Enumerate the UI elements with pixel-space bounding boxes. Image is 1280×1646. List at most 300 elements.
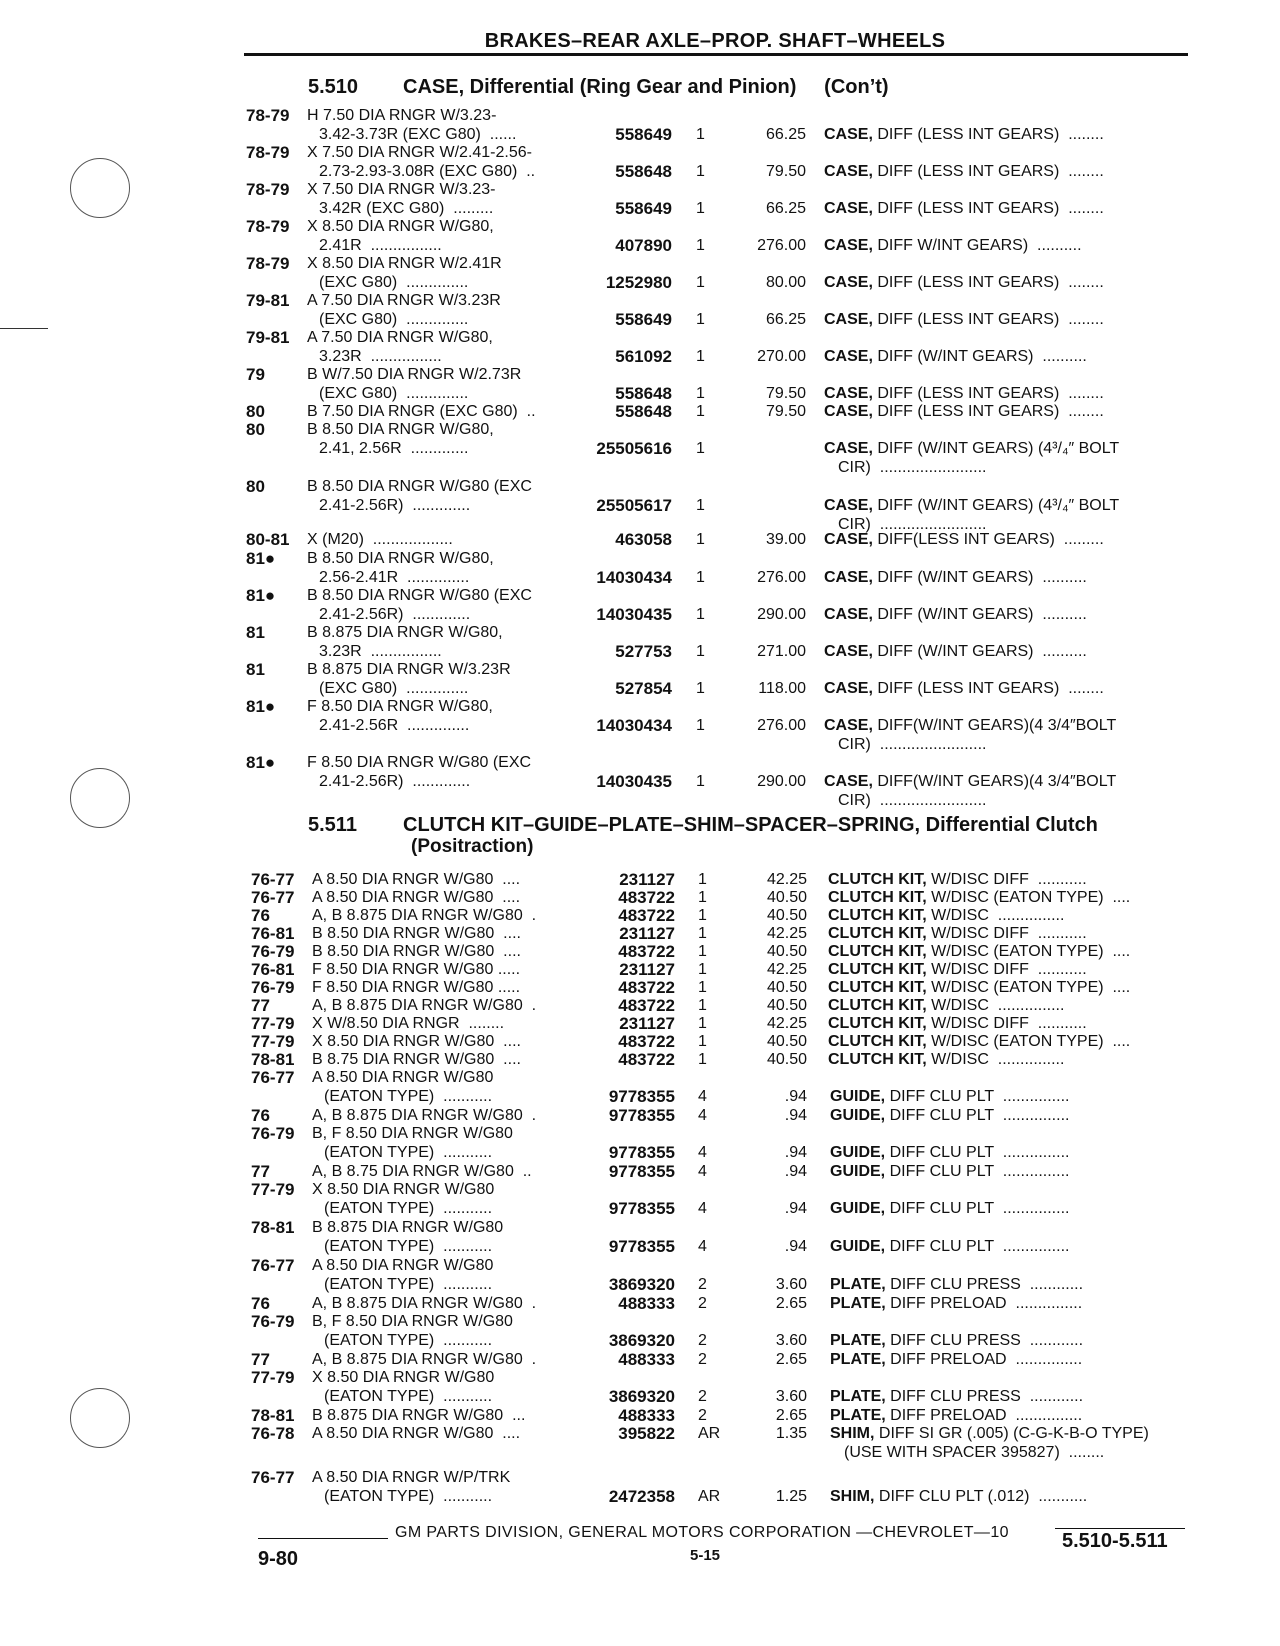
description-line-2: (EATON TYPE) ...........: [324, 1488, 493, 1505]
application-description: [307, 477, 575, 515]
model-year: 76-81: [251, 960, 295, 979]
description-line-1: X 8.50 DIA RNGR W/G80,: [307, 218, 494, 235]
model-year: 78-79: [246, 143, 290, 162]
description-line-2: (EATON TYPE) ...........: [324, 1238, 493, 1255]
list-price: 290.00: [757, 606, 806, 623]
part-number: 231127: [619, 924, 675, 943]
part-number: 558649: [615, 125, 672, 144]
part-name: [824, 384, 1104, 403]
part-name-detail: DIFF W/INT GEARS) ..........: [872, 237, 1082, 254]
footer-publisher: GM PARTS DIVISION, GENERAL MOTORS CORPORATION —CHEVROLET—10: [395, 1524, 1009, 1541]
footer-rule: [1055, 1528, 1185, 1529]
part-name: [824, 199, 1104, 218]
part-number: 231127: [619, 960, 675, 979]
part-name-keyword: PLATE,: [830, 1351, 886, 1368]
binder-hole: [70, 1388, 130, 1448]
description-line-1: A 8.50 DIA RNGR W/G80 ....: [312, 889, 521, 906]
part-name-detail: W/DISC ...............: [926, 907, 1065, 924]
list-price: 40.50: [766, 997, 807, 1014]
part-number: 14030434: [596, 716, 672, 735]
model-year: 78-81: [251, 1406, 295, 1425]
list-price: 271.00: [757, 643, 806, 660]
model-year: 76: [251, 906, 270, 925]
part-name: [828, 1032, 1130, 1051]
application-description: [312, 1180, 580, 1218]
list-price: 66.25: [765, 126, 806, 143]
part-name-keyword: CLUTCH KIT,: [828, 961, 927, 978]
part-name-keyword: CASE,: [824, 497, 873, 514]
part-name-detail: W/DISC (EATON TYPE) ....: [926, 1033, 1131, 1050]
part-name-detail: DIFF CLU PRESS ............: [885, 1332, 1084, 1349]
quantity: 1: [696, 569, 705, 586]
application-description: [307, 180, 575, 218]
part-name: [828, 996, 1064, 1015]
description-line-2: (EXC G80) ..............: [319, 385, 469, 402]
part-name-keyword: GUIDE,: [830, 1144, 886, 1161]
part-name-detail: W/DISC DIFF ...........: [926, 1015, 1087, 1032]
application-description: [312, 1106, 580, 1125]
part-number: 14030435: [596, 605, 672, 624]
part-name: [830, 1487, 1087, 1506]
part-number: 231127: [619, 1014, 675, 1033]
model-year: 78-81: [251, 1050, 295, 1069]
description-line-1: A 8.50 DIA RNGR W/G80: [312, 1257, 494, 1274]
quantity: 1: [698, 871, 707, 888]
model-year: 81●: [246, 586, 276, 605]
description-line-1: F 8.50 DIA RNGR W/G80 .....: [312, 961, 521, 978]
part-name-detail: DIFF CLU PLT ...............: [885, 1163, 1070, 1180]
description-line-2: (EXC G80) ..............: [319, 311, 469, 328]
quantity: 4: [698, 1107, 707, 1124]
list-price: .94: [784, 1163, 807, 1180]
description-line-2: 2.41-2.56R ..............: [319, 717, 470, 734]
application-description: [307, 420, 575, 458]
model-year: 76-77: [251, 870, 295, 889]
application-description: [307, 660, 575, 698]
part-number: 488333: [618, 1350, 675, 1369]
part-name: [824, 642, 1087, 661]
part-name-detail: DIFF (W/INT GEARS) ..........: [872, 643, 1087, 660]
quantity: 2: [698, 1351, 707, 1368]
description-line-1: B W/7.50 DIA RNGR W/2.73R: [307, 366, 522, 383]
application-description: [312, 1406, 580, 1425]
quantity: 2: [698, 1388, 707, 1405]
model-year: 77-79: [251, 1368, 295, 1387]
quantity: 1: [698, 961, 707, 978]
quantity: 1: [696, 717, 705, 734]
quantity: 1: [698, 1015, 707, 1032]
part-name-detail: DIFF CLU PLT ...............: [885, 1088, 1070, 1105]
part-name-detail: W/DISC DIFF ...........: [926, 871, 1087, 888]
description-line-2: (EXC G80) ..............: [319, 680, 469, 697]
part-name-keyword: GUIDE,: [830, 1238, 886, 1255]
part-name-keyword: CASE,: [824, 126, 873, 143]
part-name-detail: DIFF SI GR (.005) (C-G-K-B-O TYPE): [874, 1425, 1149, 1442]
footer-date: 9-80: [258, 1548, 299, 1570]
description-line-1: A 7.50 DIA RNGR W/3.23R: [307, 292, 501, 309]
application-description: [312, 1424, 580, 1443]
description-line-1: X (M20) ..................: [307, 531, 453, 548]
part-name-detail: W/DISC DIFF ...........: [926, 925, 1087, 942]
model-year: 78-79: [246, 217, 290, 236]
list-price: 42.25: [766, 871, 807, 888]
part-name-detail: DIFF CLU PLT ...............: [885, 1144, 1070, 1161]
quantity: 1: [696, 126, 705, 143]
quantity: 1: [696, 531, 705, 548]
list-price: 2.65: [775, 1407, 807, 1424]
description-line-1: A, B 8.75 DIA RNGR W/G80 ..: [312, 1163, 532, 1180]
part-number: 3869320: [608, 1275, 675, 1294]
model-year: 81●: [246, 697, 276, 716]
part-name-keyword: CLUTCH KIT,: [828, 997, 927, 1014]
part-name-detail: DIFF (LESS INT GEARS) ........: [872, 126, 1104, 143]
list-price: 80.00: [765, 274, 806, 291]
part-name-continued: CIR) ........................: [838, 792, 987, 809]
application-description: [307, 586, 575, 624]
part-name-detail: DIFF (LESS INT GEARS) ........: [872, 680, 1104, 697]
part-name-detail: DIFF CLU PLT (.012) ...........: [874, 1488, 1088, 1505]
description-line-1: B, F 8.50 DIA RNGR W/G80: [312, 1125, 513, 1142]
part-name-keyword: CASE,: [824, 200, 873, 217]
part-number: 1252980: [605, 273, 672, 292]
quantity: 4: [698, 1163, 707, 1180]
description-line-2: (EATON TYPE) ...........: [324, 1144, 493, 1161]
description-line-2: (EATON TYPE) ...........: [324, 1088, 493, 1105]
part-number: 395822: [618, 1424, 675, 1443]
list-price: 270.00: [757, 348, 806, 365]
footer-section-range: 5.510-5.511: [1062, 1530, 1168, 1552]
part-name: [824, 273, 1104, 292]
description-line-1: X 8.50 DIA RNGR W/G80 ....: [312, 1033, 521, 1050]
part-name-keyword: CASE,: [824, 773, 873, 790]
footer-rule: [258, 1538, 388, 1539]
section-title: CLUTCH KIT–GUIDE–PLATE–SHIM–SPACER–SPRING, Differential Clutch: [403, 814, 1098, 836]
part-name: [828, 1050, 1064, 1069]
application-description: [307, 402, 575, 421]
application-description: [312, 1368, 580, 1406]
binder-hole: [70, 158, 130, 218]
description-line-1: A 8.50 DIA RNGR W/G80 ....: [312, 1425, 521, 1442]
description-line-1: B 8.50 DIA RNGR W/G80 (EXC: [307, 478, 532, 495]
list-price: 39.00: [765, 531, 806, 548]
part-name-detail: W/DISC (EATON TYPE) ....: [926, 889, 1131, 906]
part-name-keyword: CASE,: [824, 311, 873, 328]
description-line-1: F 8.50 DIA RNGR W/G80 .....: [312, 979, 521, 996]
list-price: 40.50: [766, 943, 807, 960]
part-number: 9778355: [608, 1162, 675, 1181]
description-line-1: B, F 8.50 DIA RNGR W/G80: [312, 1313, 513, 1330]
quantity: 4: [698, 1088, 707, 1105]
part-name: [824, 496, 1119, 515]
part-number: 483722: [618, 888, 675, 907]
application-description: [312, 924, 580, 943]
description-line-2: (EATON TYPE) ...........: [324, 1200, 493, 1217]
application-description: [312, 942, 580, 961]
part-name-keyword: CLUTCH KIT,: [828, 1033, 927, 1050]
application-description: [312, 1014, 580, 1033]
binder-hole: [70, 768, 130, 828]
part-number: 231127: [619, 870, 675, 889]
model-year: 77: [251, 1162, 270, 1181]
list-price: 2.65: [775, 1295, 807, 1312]
part-name: [824, 310, 1104, 329]
part-number: 483722: [618, 1032, 675, 1051]
part-name-keyword: CASE,: [824, 440, 873, 457]
part-name-detail: DIFF CLU PLT ...............: [885, 1238, 1070, 1255]
part-name: [824, 772, 1116, 791]
description-line-1: A, B 8.875 DIA RNGR W/G80 .: [312, 1107, 537, 1124]
quantity: 1: [698, 997, 707, 1014]
part-number: 463058: [615, 530, 672, 549]
part-name-detail: DIFF (W/INT GEARS) ..........: [872, 348, 1087, 365]
part-number: 14030435: [596, 772, 672, 791]
list-price: 290.00: [757, 773, 806, 790]
part-name: [830, 1087, 1069, 1106]
part-name: [824, 162, 1104, 181]
part-number: 527753: [615, 642, 672, 661]
part-name-keyword: GUIDE,: [830, 1088, 886, 1105]
part-number: 407890: [615, 236, 672, 255]
part-name: [830, 1424, 1149, 1443]
part-name-keyword: CLUTCH KIT,: [828, 1051, 927, 1068]
part-name: [828, 870, 1087, 889]
part-number: 25505616: [596, 439, 672, 458]
list-price: .94: [784, 1107, 807, 1124]
part-number: 9778355: [608, 1237, 675, 1256]
description-line-2: (EATON TYPE) ...........: [324, 1276, 493, 1293]
part-number: 3869320: [608, 1331, 675, 1350]
model-year: 77-79: [251, 1014, 295, 1033]
part-name-keyword: GUIDE,: [830, 1200, 886, 1217]
model-year: 77: [251, 996, 270, 1015]
application-description: [312, 1124, 580, 1162]
part-name: [830, 1294, 1082, 1313]
quantity: 4: [698, 1144, 707, 1161]
part-number: 488333: [618, 1294, 675, 1313]
model-year: 78-79: [246, 180, 290, 199]
part-name: [824, 605, 1087, 624]
part-name-detail: W/DISC DIFF ...........: [926, 961, 1087, 978]
part-number: 483722: [618, 942, 675, 961]
application-description: [312, 1256, 580, 1294]
part-name-keyword: CASE,: [824, 606, 873, 623]
list-price: 2.65: [775, 1351, 807, 1368]
part-name-detail: DIFF PRELOAD ...............: [885, 1407, 1083, 1424]
part-number: 561092: [615, 347, 672, 366]
application-description: [307, 254, 575, 292]
part-name: [830, 1199, 1069, 1218]
application-description: [307, 365, 575, 403]
part-name-detail: DIFF (LESS INT GEARS) ........: [872, 311, 1104, 328]
part-number: 9778355: [608, 1143, 675, 1162]
application-description: [312, 1050, 580, 1069]
list-price: .94: [784, 1200, 807, 1217]
part-name: [824, 439, 1119, 458]
application-description: [312, 906, 580, 925]
description-line-2: 3.23R ................: [319, 643, 442, 660]
model-year: 76: [251, 1294, 270, 1313]
application-description: [307, 291, 575, 329]
model-year: 77-79: [251, 1180, 295, 1199]
application-description: [307, 623, 575, 661]
quantity: 1: [696, 311, 705, 328]
part-name-keyword: CASE,: [824, 385, 873, 402]
model-year: 78-79: [246, 106, 290, 125]
description-line-1: B 8.875 DIA RNGR W/3.23R: [307, 661, 511, 678]
part-name-detail: DIFF PRELOAD ...............: [885, 1295, 1083, 1312]
list-price: 66.25: [765, 311, 806, 328]
model-year: 76-77: [251, 1468, 295, 1487]
model-year: 81: [246, 623, 265, 642]
application-description: [307, 549, 575, 587]
list-price: 40.50: [766, 979, 807, 996]
quantity: 1: [696, 385, 705, 402]
quantity: AR: [698, 1425, 721, 1442]
description-line-1: X 8.50 DIA RNGR W/2.41R: [307, 255, 502, 272]
quantity: 1: [696, 403, 705, 420]
quantity: 1: [696, 680, 705, 697]
part-name: [824, 679, 1104, 698]
description-line-1: A, B 8.875 DIA RNGR W/G80 .: [312, 997, 537, 1014]
description-line-2: (EATON TYPE) ...........: [324, 1388, 493, 1405]
part-number: 558649: [615, 310, 672, 329]
part-name-keyword: PLATE,: [830, 1388, 886, 1405]
list-price: 276.00: [757, 717, 806, 734]
part-name-keyword: SHIM,: [830, 1488, 875, 1505]
quantity: 1: [698, 889, 707, 906]
section-5510: [308, 76, 889, 99]
model-year: 78-79: [246, 254, 290, 273]
part-name-keyword: CLUTCH KIT,: [828, 871, 927, 888]
quantity: 4: [698, 1238, 707, 1255]
part-name: [828, 942, 1130, 961]
list-price: .94: [784, 1088, 807, 1105]
description-line-1: F 8.50 DIA RNGR W/G80 (EXC: [307, 754, 532, 771]
description-line-2: 2.41, 2.56R .............: [319, 440, 469, 457]
application-description: [307, 143, 575, 181]
part-name: [830, 1143, 1069, 1162]
model-year: 77-79: [251, 1032, 295, 1051]
footer-page-number: 5-15: [690, 1547, 721, 1564]
quantity: 2: [698, 1407, 707, 1424]
part-name-keyword: CASE,: [824, 717, 873, 734]
part-name: [824, 402, 1104, 421]
quantity: 1: [698, 943, 707, 960]
application-description: [307, 753, 575, 791]
part-name-detail: DIFF (LESS INT GEARS) ........: [872, 274, 1104, 291]
part-number: 483722: [618, 996, 675, 1015]
part-name-detail: DIFF PRELOAD ...............: [885, 1351, 1083, 1368]
model-year: 78-81: [251, 1218, 295, 1237]
quantity: AR: [698, 1488, 721, 1505]
part-number: 558648: [615, 402, 672, 421]
part-name: [830, 1106, 1069, 1125]
model-year: 80: [246, 420, 265, 439]
part-number: 483722: [618, 978, 675, 997]
part-name: [824, 716, 1116, 735]
part-name-keyword: CLUTCH KIT,: [828, 943, 927, 960]
part-name: [828, 924, 1087, 943]
quantity: 1: [696, 237, 705, 254]
list-price: 118.00: [758, 680, 806, 697]
list-price: 3.60: [775, 1332, 807, 1349]
description-line-1: A 8.50 DIA RNGR W/G80 ....: [312, 871, 521, 888]
list-price: 40.50: [766, 907, 807, 924]
application-description: [307, 328, 575, 366]
quantity: 1: [698, 1051, 707, 1068]
part-name-detail: DIFF CLU PRESS ............: [885, 1276, 1084, 1293]
part-name-keyword: CASE,: [824, 274, 873, 291]
part-name-keyword: CLUTCH KIT,: [828, 889, 927, 906]
part-name-detail: DIFF (W/INT GEARS) ..........: [872, 606, 1087, 623]
model-year: 81●: [246, 549, 276, 568]
description-line-2: 3.42R (EXC G80) .........: [319, 200, 494, 217]
description-line-1: B 8.50 DIA RNGR W/G80,: [307, 550, 494, 567]
part-name-detail: W/DISC (EATON TYPE) ....: [926, 943, 1131, 960]
part-name: [824, 530, 1104, 549]
part-name: [830, 1406, 1082, 1425]
model-year: 81●: [246, 753, 276, 772]
list-price: 1.35: [775, 1425, 807, 1442]
part-name: [824, 236, 1082, 255]
part-name-keyword: CASE,: [824, 643, 873, 660]
list-price: 40.50: [766, 1051, 807, 1068]
model-year: 76-81: [251, 924, 295, 943]
application-description: [307, 530, 575, 549]
part-name: [828, 906, 1064, 925]
part-name: [830, 1275, 1083, 1294]
description-line-1: X 8.50 DIA RNGR W/G80: [312, 1369, 495, 1386]
quantity: 2: [698, 1295, 707, 1312]
list-price: .94: [784, 1238, 807, 1255]
quantity: 1: [698, 979, 707, 996]
part-name: [830, 1350, 1082, 1369]
part-name-detail: DIFF CLU PLT ...............: [885, 1200, 1070, 1217]
part-name: [828, 978, 1130, 997]
description-line-1: B 8.875 DIA RNGR W/G80 ...: [312, 1407, 526, 1424]
part-name-keyword: CLUTCH KIT,: [828, 979, 927, 996]
section-5511: [308, 814, 1098, 857]
part-number: 9778355: [608, 1199, 675, 1218]
description-line-1: A 8.50 DIA RNGR W/P/TRK: [312, 1469, 511, 1486]
model-year: 80-81: [246, 530, 290, 549]
part-name-detail: DIFF(LESS INT GEARS) .........: [872, 531, 1104, 548]
part-name-keyword: PLATE,: [830, 1276, 886, 1293]
part-name-detail: DIFF(W/INT GEARS)(4 3/4″BOLT: [872, 773, 1117, 790]
part-name-keyword: CASE,: [824, 569, 873, 586]
application-description: [312, 1218, 580, 1256]
description-line-1: X 7.50 DIA RNGR W/2.41-2.56-: [307, 144, 532, 161]
section-title: CASE, Differential (Ring Gear and Pinion) (Con’t): [403, 76, 889, 98]
application-description: [312, 978, 580, 997]
part-name-detail: DIFF (W/INT GEARS) ..........: [872, 569, 1087, 586]
application-description: [312, 1162, 580, 1181]
model-year: 80: [246, 477, 265, 496]
description-line-1: B 7.50 DIA RNGR (EXC G80) ..: [307, 403, 536, 420]
description-line-1: A, B 8.875 DIA RNGR W/G80 .: [312, 907, 537, 924]
list-price: 3.60: [775, 1388, 807, 1405]
part-name-keyword: CASE,: [824, 348, 873, 365]
list-price: 79.50: [765, 403, 806, 420]
model-year: 76-77: [251, 1068, 295, 1087]
part-number: 558648: [615, 162, 672, 181]
part-number: 483722: [618, 906, 675, 925]
application-description: [312, 960, 580, 979]
description-line-1: H 7.50 DIA RNGR W/3.23-: [307, 107, 497, 124]
part-name-detail: W/DISC ...............: [926, 997, 1065, 1014]
description-line-1: F 8.50 DIA RNGR W/G80,: [307, 698, 493, 715]
description-line-2: 2.41-2.56R) .............: [319, 497, 471, 514]
